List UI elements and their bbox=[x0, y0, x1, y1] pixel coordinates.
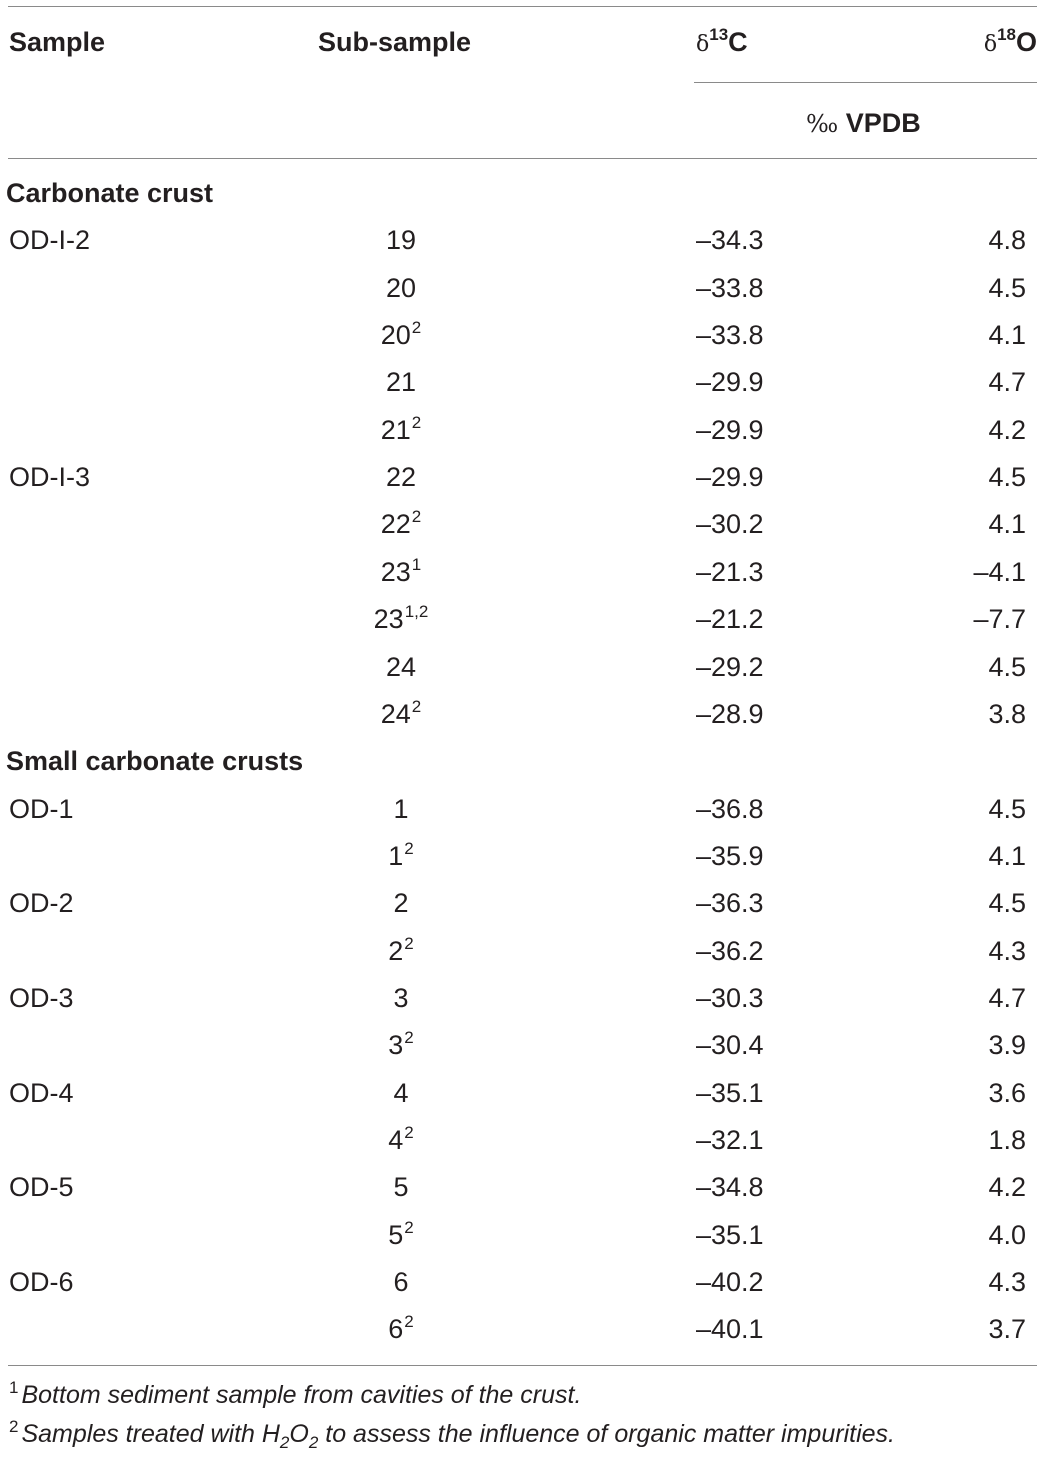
sub-sample-cell bbox=[388, 1028, 414, 1060]
sub-sample-cell bbox=[393, 1080, 408, 1107]
d13c-cell: –21.2 bbox=[696, 604, 764, 634]
top-rule bbox=[8, 6, 1037, 7]
d18o-cell: 4.1 bbox=[988, 841, 1026, 871]
delta-symbol: δ bbox=[983, 32, 998, 57]
sub-sample-number: 4 bbox=[393, 1078, 409, 1108]
d18o-cell: 4.3 bbox=[988, 1267, 1026, 1297]
d13c-cell: –29.9 bbox=[696, 462, 764, 492]
sub-sample-cell bbox=[388, 1218, 414, 1250]
sub-sample-cell bbox=[386, 227, 416, 254]
sub-sample-number: 3 bbox=[388, 1030, 404, 1060]
sub-sample-cell bbox=[393, 1174, 408, 1201]
sub-sample-number: 24 bbox=[385, 652, 417, 682]
delta-span-rule bbox=[694, 82, 1037, 83]
sub-sample-number: 6 bbox=[388, 1314, 404, 1344]
sub-sample-number: 1 bbox=[393, 794, 409, 824]
sub-sample-cell bbox=[388, 934, 414, 966]
sub-sample-number: 21 bbox=[385, 367, 417, 397]
sub-sample-cell bbox=[393, 985, 408, 1012]
d18o-cell: 4.7 bbox=[988, 983, 1026, 1013]
bottom-rule bbox=[8, 1365, 1037, 1366]
d18o-cell: 4.3 bbox=[988, 936, 1026, 966]
sample-cell: OD-5 bbox=[9, 1172, 74, 1202]
sub-sample-cell bbox=[393, 796, 408, 823]
d18o-cell: 4.7 bbox=[988, 367, 1026, 397]
sub-sample-cell bbox=[373, 602, 429, 634]
sub-sample-cell bbox=[393, 1269, 408, 1296]
sub-sample-number: 2 bbox=[388, 936, 404, 966]
d18o-cell: 4.1 bbox=[988, 320, 1026, 350]
d13c-cell: –21.3 bbox=[696, 557, 764, 587]
footnote-ref: 2 bbox=[411, 318, 422, 337]
sub-sample-cell bbox=[380, 413, 422, 445]
d18o-cell: 4.1 bbox=[988, 509, 1026, 539]
header-d13c bbox=[696, 25, 748, 57]
header-unit bbox=[806, 110, 921, 137]
sub-sample-cell bbox=[388, 839, 414, 871]
sub-sample-number: 5 bbox=[388, 1220, 404, 1250]
element: O bbox=[1015, 27, 1037, 57]
footnote-ref: 1,2 bbox=[404, 602, 429, 621]
d13c-cell: –36.2 bbox=[696, 936, 764, 966]
sample-cell: OD-4 bbox=[9, 1078, 74, 1108]
sub-sample-number: 19 bbox=[385, 225, 417, 255]
sub-sample-number: 2 bbox=[393, 888, 409, 918]
sub-sample-number: 1 bbox=[388, 841, 404, 871]
sub-sample-number: 21 bbox=[380, 415, 411, 445]
footnote-text: Bottom sediment sample from cavities of the crust. bbox=[21, 1381, 582, 1409]
d18o-cell: 3.6 bbox=[988, 1078, 1026, 1108]
footnote-ref: 2 bbox=[404, 1028, 414, 1047]
sample-cell: OD-3 bbox=[9, 983, 74, 1013]
sample-cell: OD-6 bbox=[9, 1267, 74, 1297]
sub-sample-cell bbox=[386, 654, 416, 681]
d13c-cell: –36.8 bbox=[696, 794, 764, 824]
sub-sample-number: 23 bbox=[380, 557, 411, 587]
d18o-cell: 4.5 bbox=[988, 462, 1026, 492]
d18o-cell: 4.0 bbox=[988, 1220, 1026, 1250]
footnote-ref: 2 bbox=[411, 413, 422, 432]
sample-cell: OD-I-2 bbox=[9, 225, 90, 255]
header-bottom-rule bbox=[8, 158, 1037, 159]
d13c-cell: –35.1 bbox=[696, 1220, 764, 1250]
d13c-cell: –30.3 bbox=[696, 983, 764, 1013]
header-sub-sample: Sub-sample bbox=[318, 27, 472, 57]
sample-cell: OD-I-3 bbox=[9, 462, 90, 492]
sub-sample-number: 20 bbox=[385, 273, 417, 303]
delta-symbol: δ bbox=[696, 32, 710, 57]
sub-sample-number: 6 bbox=[393, 1267, 409, 1297]
header-sample: Sample bbox=[9, 27, 106, 57]
footnote-ref: 2 bbox=[404, 1312, 414, 1331]
d13c-cell: –29.9 bbox=[696, 367, 764, 397]
d18o-cell: 3.8 bbox=[988, 699, 1026, 729]
sub-sample-number: 22 bbox=[380, 509, 411, 539]
sub-sample-cell bbox=[386, 369, 416, 396]
unit-label: VPDB bbox=[845, 108, 921, 138]
d18o-cell: 4.8 bbox=[988, 225, 1026, 255]
sub-sample-cell bbox=[386, 464, 416, 491]
d13c-cell: –32.1 bbox=[696, 1125, 764, 1155]
d13c-cell: –33.8 bbox=[696, 320, 764, 350]
sub-sample-number: 3 bbox=[393, 983, 409, 1013]
d18o-cell: 4.5 bbox=[988, 888, 1026, 918]
footnote-mark: 2 bbox=[9, 1417, 19, 1436]
d13c-cell: –28.9 bbox=[696, 699, 764, 729]
sub-sample-cell bbox=[388, 1123, 414, 1155]
d18o-cell: –7.7 bbox=[973, 604, 1026, 634]
sub-sample-number: 20 bbox=[380, 320, 411, 350]
d18o-cell: 4.2 bbox=[988, 415, 1026, 445]
d13c-cell: –40.1 bbox=[696, 1314, 764, 1344]
sub-sample-number: 5 bbox=[393, 1172, 409, 1202]
footnote-text: Samples treated with $H_2O_2$ to assess the influence of organic matter impurities. bbox=[21, 1420, 895, 1452]
footnote-ref: 2 bbox=[404, 1218, 414, 1237]
sub-sample-number: 4 bbox=[388, 1125, 404, 1155]
mass-number: 18 bbox=[997, 25, 1016, 44]
d13c-cell: –34.8 bbox=[696, 1172, 764, 1202]
mass-number: 13 bbox=[709, 25, 729, 44]
footnote-ref: 2 bbox=[411, 697, 422, 716]
sub-sample-number: 23 bbox=[373, 604, 404, 634]
sub-sample-cell bbox=[380, 555, 422, 587]
d18o-cell: –4.1 bbox=[973, 557, 1026, 587]
permil-symbol: ‰ bbox=[806, 110, 839, 138]
d18o-cell: 4.5 bbox=[988, 273, 1026, 303]
footnote-ref: 2 bbox=[404, 934, 414, 953]
d13c-cell: –29.2 bbox=[696, 652, 764, 682]
d13c-cell: –30.2 bbox=[696, 509, 764, 539]
d13c-cell: –29.9 bbox=[696, 415, 764, 445]
d13c-cell: –35.9 bbox=[696, 841, 764, 871]
d18o-cell: 3.9 bbox=[988, 1030, 1026, 1060]
footnote-ref: 2 bbox=[411, 507, 422, 526]
d18o-cell: 1.8 bbox=[988, 1125, 1026, 1155]
sample-cell: OD-2 bbox=[9, 888, 74, 918]
d13c-cell: –30.4 bbox=[696, 1030, 764, 1060]
d13c-cell: –34.3 bbox=[696, 225, 764, 255]
sub-sample-cell bbox=[393, 890, 408, 917]
d13c-cell: –40.2 bbox=[696, 1267, 764, 1297]
footnote-ref: 2 bbox=[404, 1123, 414, 1142]
d13c-cell: –33.8 bbox=[696, 273, 764, 303]
sub-sample-number: 22 bbox=[385, 462, 417, 492]
header-d18o bbox=[983, 25, 1037, 57]
section-title: Small carbonate crusts bbox=[6, 746, 304, 776]
d18o-cell: 4.5 bbox=[988, 652, 1026, 682]
sub-sample-cell bbox=[386, 275, 416, 302]
sub-sample-cell bbox=[380, 697, 422, 729]
footnote-mark: 1 bbox=[9, 1378, 19, 1397]
d18o-cell: 3.7 bbox=[988, 1314, 1026, 1344]
footnote-ref: 2 bbox=[404, 839, 414, 858]
d18o-cell: 4.5 bbox=[988, 794, 1026, 824]
footnote-2 bbox=[9, 1417, 895, 1452]
sample-cell: OD-1 bbox=[9, 794, 74, 824]
footnote-1 bbox=[9, 1378, 582, 1409]
section-title: Carbonate crust bbox=[6, 178, 214, 208]
d13c-cell: –36.3 bbox=[696, 888, 764, 918]
footnote-ref: 1 bbox=[411, 555, 422, 574]
sub-sample-cell bbox=[380, 318, 422, 350]
sub-sample-cell bbox=[388, 1312, 414, 1344]
element: C bbox=[728, 27, 748, 57]
d13c-cell: –35.1 bbox=[696, 1078, 764, 1108]
sub-sample-cell bbox=[380, 507, 422, 539]
d18o-cell: 4.2 bbox=[988, 1172, 1026, 1202]
sub-sample-number: 24 bbox=[380, 699, 411, 729]
